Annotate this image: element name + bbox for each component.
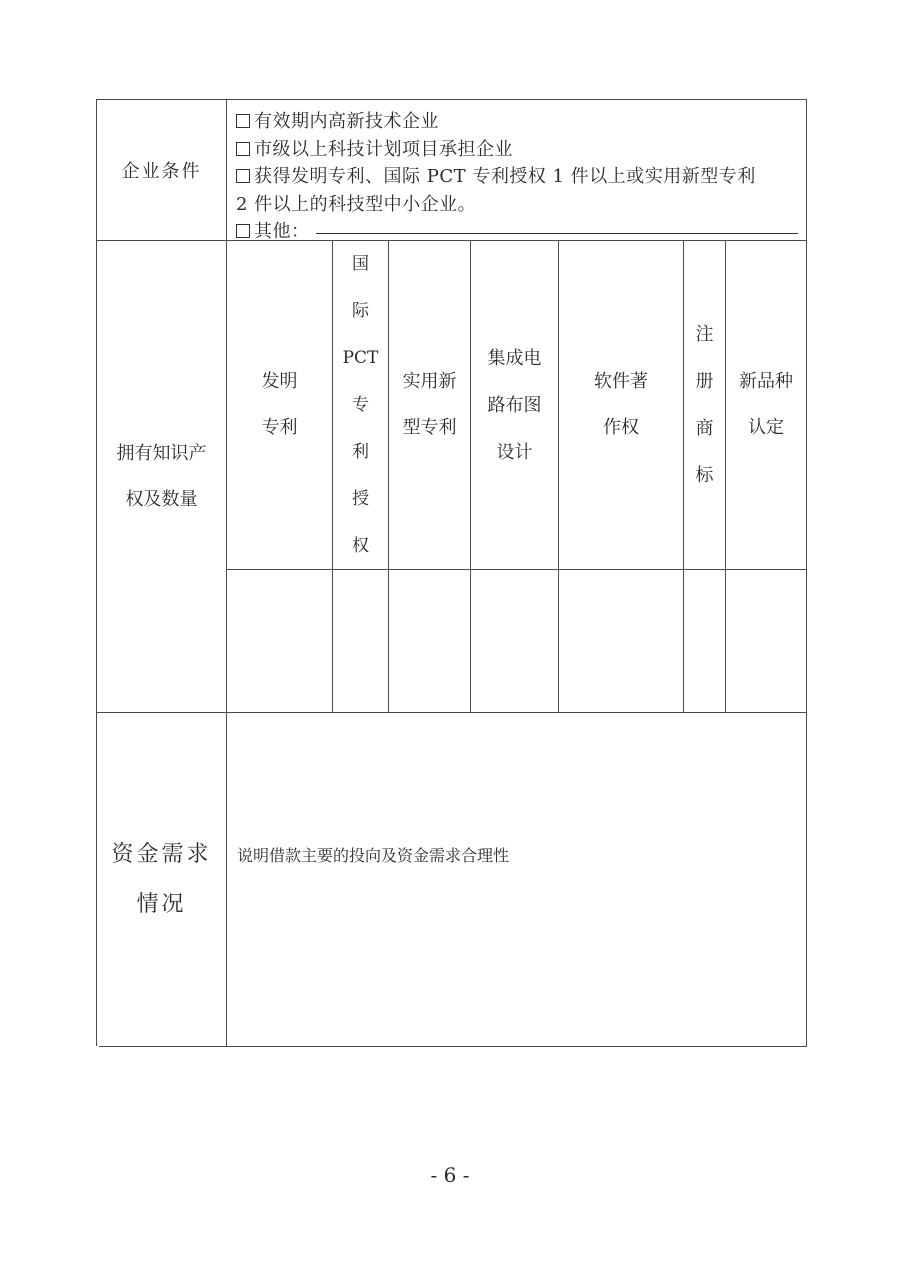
checkbox[interactable]: [236, 224, 250, 238]
ip-count-invention-patent[interactable]: [227, 570, 332, 712]
other-fill-line[interactable]: [316, 233, 798, 234]
condition-item-project[interactable]: 市级以上科技计划项目承担企业: [236, 135, 513, 161]
ip-col-invention-patent: 发明 专利: [261, 371, 298, 438]
checkbox[interactable]: [236, 142, 250, 156]
ip-count-new-variety[interactable]: [726, 570, 806, 712]
ip-col-ic-layout: 集成电 路布图 设计: [487, 347, 542, 463]
ip-col-pct-patent: 国 际 PCT 专 利 授 权: [342, 253, 379, 556]
ip-col-trademark: 注 册 商 标: [695, 324, 714, 486]
ip-count-pct-patent[interactable]: [333, 570, 388, 712]
ip-count-ic-layout[interactable]: [471, 570, 558, 712]
condition-item-patent-continued: 2 件以上的科技型中小企业。: [236, 194, 477, 215]
ip-count-software-copyright[interactable]: [559, 570, 683, 712]
ip-count-trademark[interactable]: [684, 570, 725, 712]
table-right-border: [806, 99, 807, 1046]
funds-description-area[interactable]: [227, 713, 806, 1046]
checkbox[interactable]: [236, 114, 250, 128]
condition-item-patent[interactable]: 获得发明专利、国际 PCT 专利授权 1 件以上或实用新型专利: [236, 162, 756, 188]
ip-col-new-variety: 新品种 认定: [739, 371, 793, 438]
ip-col-utility-model: 实用新 型专利: [402, 371, 457, 438]
checkbox[interactable]: [236, 169, 250, 183]
ip-label: 拥有知识产 权及数量: [116, 442, 207, 510]
table-bottom-border: [99, 1046, 807, 1047]
ip-count-utility-model[interactable]: [389, 570, 470, 712]
conditions-label: 企业条件: [121, 161, 202, 182]
condition-item-high-tech[interactable]: 有效期内高新技术企业: [236, 107, 439, 133]
funds-label: 资金需求 情况: [111, 841, 212, 917]
condition-item-other[interactable]: 其他：: [236, 217, 310, 243]
ip-col-software-copyright: 软件著 作权: [594, 371, 648, 438]
page-number: - 6 -: [430, 1163, 470, 1187]
funds-note: 说明借款主要的投向及资金需求合理性: [237, 846, 510, 865]
